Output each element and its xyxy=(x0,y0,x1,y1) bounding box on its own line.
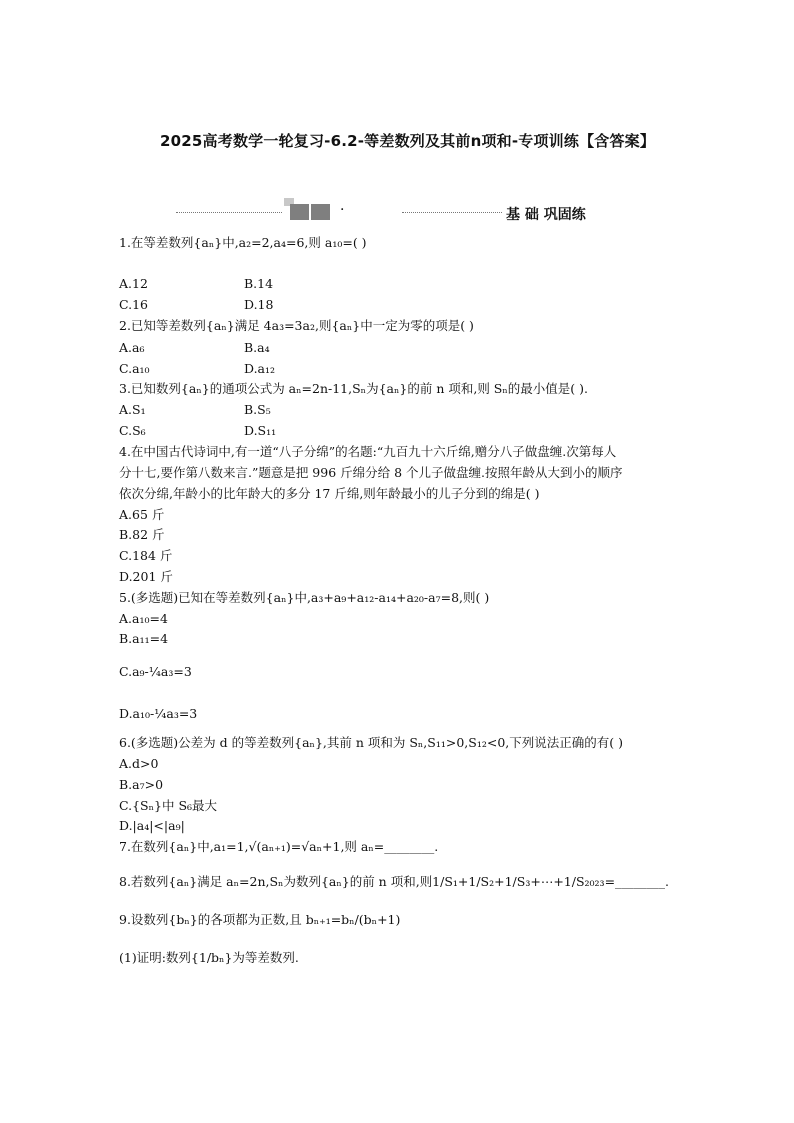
question-4-line-1: 4.在中国古代诗词中,有一道“八子分绵”的名题:“九百九十六斤绵,赠分八子做盘缠.次第每人 xyxy=(119,444,617,459)
q4-option-d: D.201 斤 xyxy=(119,569,173,584)
question-9-part-1: (1)证明:数列{1/bₙ}为等差数列. xyxy=(119,950,299,965)
q5-option-d: D.a₁₀-¼a₃=3 xyxy=(119,706,198,721)
question-2: 2.已知等差数列{aₙ}满足 4a₃=3a₂,则{aₙ}中一定为零的项是( ) xyxy=(119,318,474,333)
question-8: 8.若数列{aₙ}满足 aₙ=2n,Sₙ为数列{aₙ}的前 n 项和,则1/S₁+1/S₂+1/S₃+⋯+1/S₂₀₂₃=________. xyxy=(119,874,670,889)
q1-option-a: A.12 xyxy=(119,276,148,291)
q4-option-a: A.65 斤 xyxy=(119,507,165,522)
section-decoration xyxy=(290,204,309,220)
q5-option-a: A.a₁₀=4 xyxy=(119,611,168,626)
q2-option-a: A.a₆ xyxy=(119,340,145,355)
section-decoration xyxy=(311,204,330,220)
section-label: 基 础 巩固练 xyxy=(506,207,586,223)
question-4-line-2: 分十七,要作第八数来言.”题意是把 996 斤绵分给 8 个儿子做盘缠.按照年龄从大到小的顺序 xyxy=(119,465,623,480)
q1-option-b: B.14 xyxy=(244,276,274,291)
question-5: 5.(多选题)已知在等差数列{aₙ}中,a₃+a₉+a₁₂-a₁₄+a₂₀-a₇=8,则( ) xyxy=(119,590,490,605)
q1-option-d: D.18 xyxy=(244,297,274,312)
q1-option-c: C.16 xyxy=(119,297,148,312)
q4-option-c: C.184 斤 xyxy=(119,548,173,563)
q3-option-c: C.S₆ xyxy=(119,423,146,438)
q6-option-b: B.a₇>0 xyxy=(119,777,164,792)
q2-option-c: C.a₁₀ xyxy=(119,361,150,376)
document-title: 2025高考数学一轮复习-6.2-等差数列及其前n项和-专项训练【含答案】 xyxy=(160,132,656,150)
section-divider-left xyxy=(176,212,282,213)
q6-option-c: C.{Sₙ}中 S₆最大 xyxy=(119,798,218,813)
q3-option-b: B.S₅ xyxy=(244,402,271,417)
question-6: 6.(多选题)公差为 d 的等差数列{aₙ},其前 n 项和为 Sₙ,S₁₁>0,S₁₂<0,下列说法正确的有( ) xyxy=(119,735,623,750)
q2-option-b: B.a₄ xyxy=(244,340,270,355)
q6-option-d: D.|a₄|<|a₉| xyxy=(119,818,185,833)
section-bullet: · xyxy=(340,202,345,218)
section-divider-right xyxy=(402,212,502,213)
q3-option-a: A.S₁ xyxy=(119,402,146,417)
q3-option-d: D.S₁₁ xyxy=(244,423,277,438)
question-9: 9.设数列{bₙ}的各项都为正数,且 bₙ₊₁=bₙ/(bₙ+1) xyxy=(119,912,401,927)
q4-option-b: B.82 斤 xyxy=(119,527,165,542)
q6-option-a: A.d>0 xyxy=(119,756,159,771)
question-3: 3.已知数列{aₙ}的通项公式为 aₙ=2n-11,Sₙ为{aₙ}的前 n 项和,则 Sₙ的最小值是( ). xyxy=(119,381,588,396)
question-1: 1.在等差数列{aₙ}中,a₂=2,a₄=6,则 a₁₀=( ) xyxy=(119,235,367,250)
q5-option-b: B.a₁₁=4 xyxy=(119,631,169,646)
q2-option-d: D.a₁₂ xyxy=(244,361,276,376)
question-4-line-3: 依次分绵,年龄小的比年龄大的多分 17 斤绵,则年龄最小的儿子分到的绵是( ) xyxy=(119,486,540,501)
q5-option-c: C.a₉-¼a₃=3 xyxy=(119,664,192,679)
question-7: 7.在数列{aₙ}中,a₁=1,√(aₙ₊₁)=√aₙ+1,则 aₙ=________. xyxy=(119,839,439,854)
